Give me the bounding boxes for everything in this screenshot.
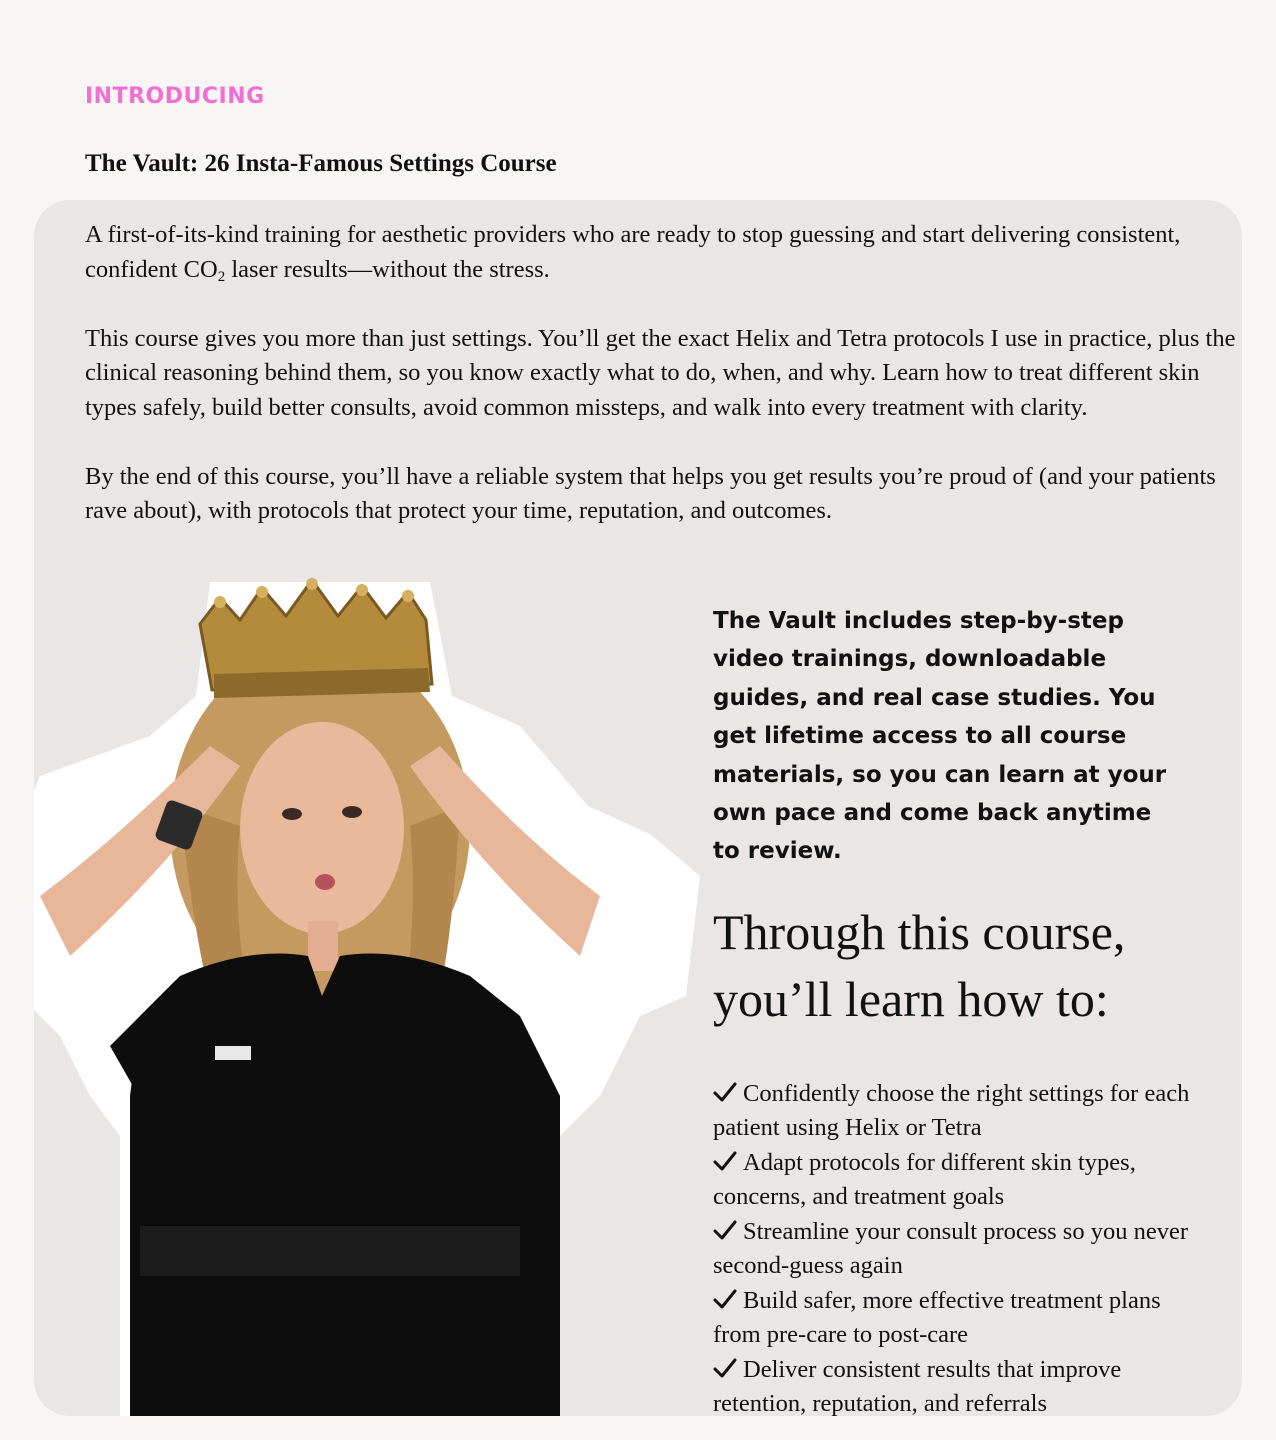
content-panel	[34, 200, 1242, 1416]
list-item	[713, 1353, 1213, 1416]
checkmark-icon	[713, 1150, 737, 1172]
checkmark-icon	[713, 1288, 737, 1310]
includes-text: The Vault includes step-by-step video trainings, downloadable guides, and real case studies. You get lifetime access to all course materials, so you can learn at your own pace and come back anytime to review.	[713, 608, 1167, 865]
intro-paragraph-1	[85, 218, 1242, 287]
list-item-text: Deliver consistent results that improve retention, reputation, and referrals	[713, 1355, 1122, 1416]
list-item-text: Confidently choose the right settings for each patient using Helix or Tetra	[713, 1079, 1190, 1142]
list-item-text: Build safer, more effective treatment plans from pre-care to post-care	[713, 1286, 1161, 1349]
course-title: The Vault: 26 Insta-Famous Settings Course	[85, 150, 557, 177]
checkmark-icon	[713, 1357, 737, 1379]
checkmark-icon	[713, 1219, 737, 1241]
eyebrow-label: INTRODUCING	[85, 84, 265, 109]
co2-subscript: 2	[217, 268, 226, 285]
intro-paragraph-1-start: A first-of-its-kind training for aesthetic providers who are ready to stop guessing and start delivering consistent, confident CO	[85, 221, 1181, 283]
list-item-text: Streamline your consult process so you never second-guess again	[713, 1217, 1188, 1280]
learn-heading: Through this course, you’ll learn how to:	[713, 903, 1126, 1027]
learn-list	[713, 1077, 1213, 1416]
right-column	[713, 602, 1233, 1416]
list-item-text: Adapt protocols for different skin types, concerns, and treatment goals	[713, 1148, 1136, 1211]
intro-paragraph-2: This course gives you more than just settings. You’ll get the exact Helix and Tetra protocols I use in practice, plus the clinical reasoning behind them, so you know exactly what to do, when, and why. Learn how to treat different skin types safely, build better consults, avoid common missteps, and walk into every treatment with clarity.	[85, 324, 1236, 421]
intro-text	[85, 218, 1242, 563]
checkmark-icon	[713, 1081, 737, 1103]
list-item	[713, 1146, 1213, 1215]
instructor-crown-photo	[34, 576, 740, 1416]
intro-paragraph-1-end: laser results—without the stress.	[225, 255, 550, 283]
list-item	[713, 1284, 1213, 1353]
list-item	[713, 1077, 1213, 1146]
intro-paragraph-3: By the end of this course, you’ll have a reliable system that helps you get results you’re proud of (and your patients rave about), with protocols that protect your time, reputation, and outcomes.	[85, 462, 1216, 524]
list-item	[713, 1215, 1213, 1284]
